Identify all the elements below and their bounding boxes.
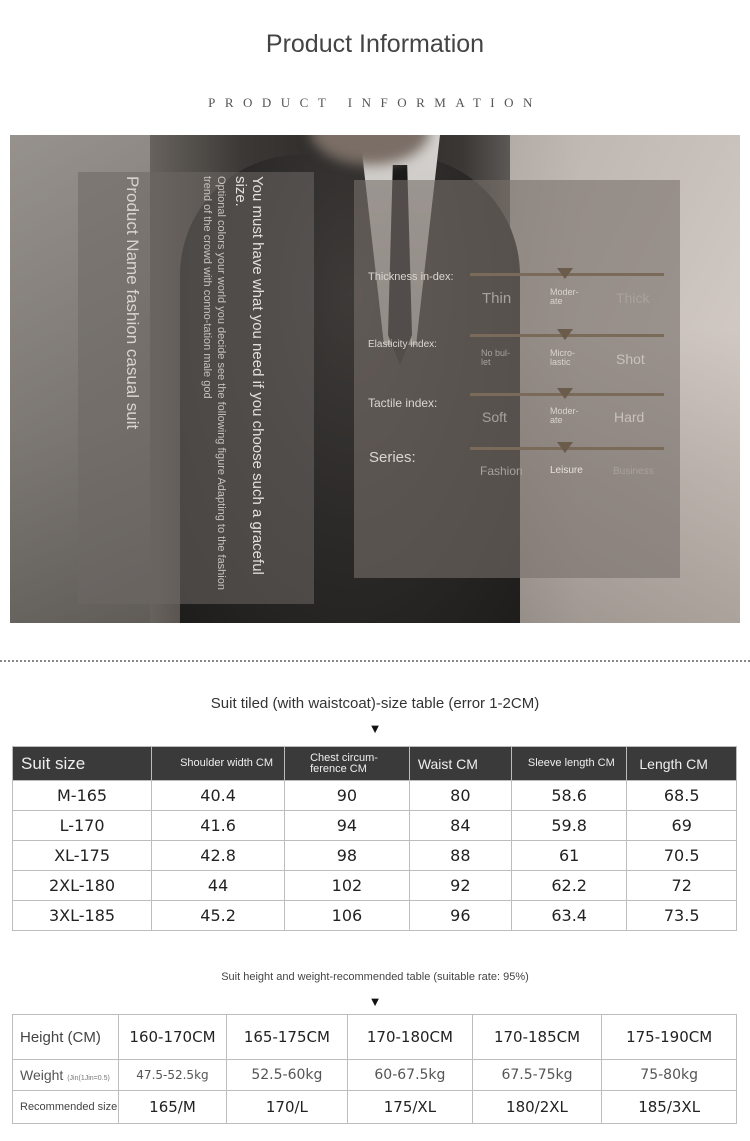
table-cell: 106 xyxy=(285,901,410,931)
table-cell: 165-175CM xyxy=(226,1015,348,1060)
series-option: Business xyxy=(613,466,654,477)
size-table-caption: Suit tiled (with waistcoat)-size table (error 1-2CM) xyxy=(210,695,540,712)
elasticity-marker xyxy=(557,329,573,340)
table-cell: 2XL-180 xyxy=(13,871,152,901)
table-cell: 58.6 xyxy=(511,781,626,811)
product-name-text: Product Name fashion casual suit xyxy=(123,176,142,430)
tactile-option: Hard xyxy=(614,409,645,425)
table-cell: 59.8 xyxy=(511,811,626,841)
size-table xyxy=(12,746,737,931)
table-cell: L-170 xyxy=(13,811,152,841)
table-cell: 61 xyxy=(511,841,626,871)
table-cell: 98 xyxy=(285,841,410,871)
table-cell: 67.5-75kg xyxy=(472,1060,602,1091)
table-row xyxy=(13,871,737,901)
product-slogan-text: You must have what you need if you choose such a graceful size. xyxy=(232,176,266,575)
table-cell: 45.2 xyxy=(152,901,285,931)
table-cell: 75-80kg xyxy=(602,1060,737,1091)
table-row xyxy=(13,1015,737,1060)
table-cell: 170-180CM xyxy=(348,1015,473,1060)
elasticity-option: Micro-lastic xyxy=(550,348,575,367)
table-cell: M-165 xyxy=(13,781,152,811)
table-cell: 69 xyxy=(627,811,737,841)
table-cell: 52.5-60kg xyxy=(226,1060,348,1091)
elasticity-index-label: Elasticity index: xyxy=(368,339,437,350)
table-row xyxy=(13,841,737,871)
table-cell: 70.5 xyxy=(627,841,737,871)
table-row xyxy=(13,1060,737,1091)
series-option: Fashion xyxy=(480,464,523,478)
thickness-option: Thin xyxy=(482,290,512,307)
column-header: Length CM xyxy=(627,747,737,781)
table-cell: 84 xyxy=(409,811,511,841)
table-cell: 88 xyxy=(409,841,511,871)
series-label: Series: xyxy=(369,449,416,466)
row-header: Recommended size xyxy=(13,1091,119,1124)
table-cell: 63.4 xyxy=(511,901,626,931)
row-header: Height (CM) xyxy=(13,1015,119,1060)
thickness-marker xyxy=(557,268,573,279)
table-cell: 44 xyxy=(152,871,285,901)
weight-label: Weight xyxy=(20,1067,64,1083)
table-cell: 72 xyxy=(627,871,737,901)
recommend-table-caption: Suit height and weight-recommended table (suitable rate: 95%) xyxy=(221,971,529,983)
column-header: Shoulder width CM xyxy=(152,747,285,781)
table-cell: 180/2XL xyxy=(472,1091,602,1124)
recommend-table xyxy=(12,1014,737,1124)
page-title: Product Information xyxy=(265,30,485,58)
table-cell: 42.8 xyxy=(152,841,285,871)
table-cell: 80 xyxy=(409,781,511,811)
table-cell: 40.4 xyxy=(152,781,285,811)
table-cell: 62.2 xyxy=(511,871,626,901)
table-cell: 60-67.5kg xyxy=(348,1060,473,1091)
table-cell: 170-185CM xyxy=(472,1015,602,1060)
table-cell: 175-190CM xyxy=(602,1015,737,1060)
column-header: Chest circum-ference CM xyxy=(285,747,410,781)
table-cell: 185/3XL xyxy=(602,1091,737,1124)
table-cell: 96 xyxy=(409,901,511,931)
column-header: Sleeve length CM xyxy=(511,747,626,781)
tactile-option: Moder-ate xyxy=(550,406,579,425)
index-panel xyxy=(354,180,680,578)
weight-unit-note: (Jin(1Jin=0.5) xyxy=(67,1075,110,1082)
column-header: Waist CM xyxy=(409,747,511,781)
dotted-divider xyxy=(0,660,750,662)
table-cell: 160-170CM xyxy=(119,1015,226,1060)
row-header xyxy=(13,1060,119,1091)
table-cell: 170/L xyxy=(226,1091,348,1124)
table-cell: 68.5 xyxy=(627,781,737,811)
table-cell: 175/XL xyxy=(348,1091,473,1124)
size-table-header-row xyxy=(13,747,737,781)
description-panel xyxy=(78,172,314,604)
table-cell: 73.5 xyxy=(627,901,737,931)
table-cell: 41.6 xyxy=(152,811,285,841)
down-arrow-icon: ▼ xyxy=(368,994,382,1009)
table-cell: 102 xyxy=(285,871,410,901)
table-cell: 165/M xyxy=(119,1091,226,1124)
column-header: Suit size xyxy=(13,747,152,781)
table-cell: 47.5-52.5kg xyxy=(119,1060,226,1091)
table-row xyxy=(13,781,737,811)
elasticity-option: No bul-let xyxy=(481,348,511,367)
page-subtitle: PRODUCT INFORMATION xyxy=(208,95,542,110)
series-option: Leisure xyxy=(550,465,583,476)
tactile-option: Soft xyxy=(482,409,507,425)
product-colors-text: Optional colors your world you decide see the following figure Adapting to the fashion trend of the crowd with conno-tation male god xyxy=(201,176,227,590)
thickness-option: Moder-ate xyxy=(550,287,579,306)
table-cell: 94 xyxy=(285,811,410,841)
table-row xyxy=(13,901,737,931)
table-row xyxy=(13,811,737,841)
thickness-option: Thick xyxy=(616,290,650,306)
table-row xyxy=(13,1091,737,1124)
tactile-index-label: Tactile index: xyxy=(368,396,438,410)
down-arrow-icon: ▼ xyxy=(368,721,382,736)
thickness-index-label: Thickness in-dex: xyxy=(368,271,454,283)
table-cell: XL-175 xyxy=(13,841,152,871)
table-cell: 92 xyxy=(409,871,511,901)
elasticity-option: Shot xyxy=(616,351,645,367)
tactile-marker xyxy=(557,388,573,399)
series-marker xyxy=(557,442,573,453)
table-cell: 90 xyxy=(285,781,410,811)
table-cell: 3XL-185 xyxy=(13,901,152,931)
